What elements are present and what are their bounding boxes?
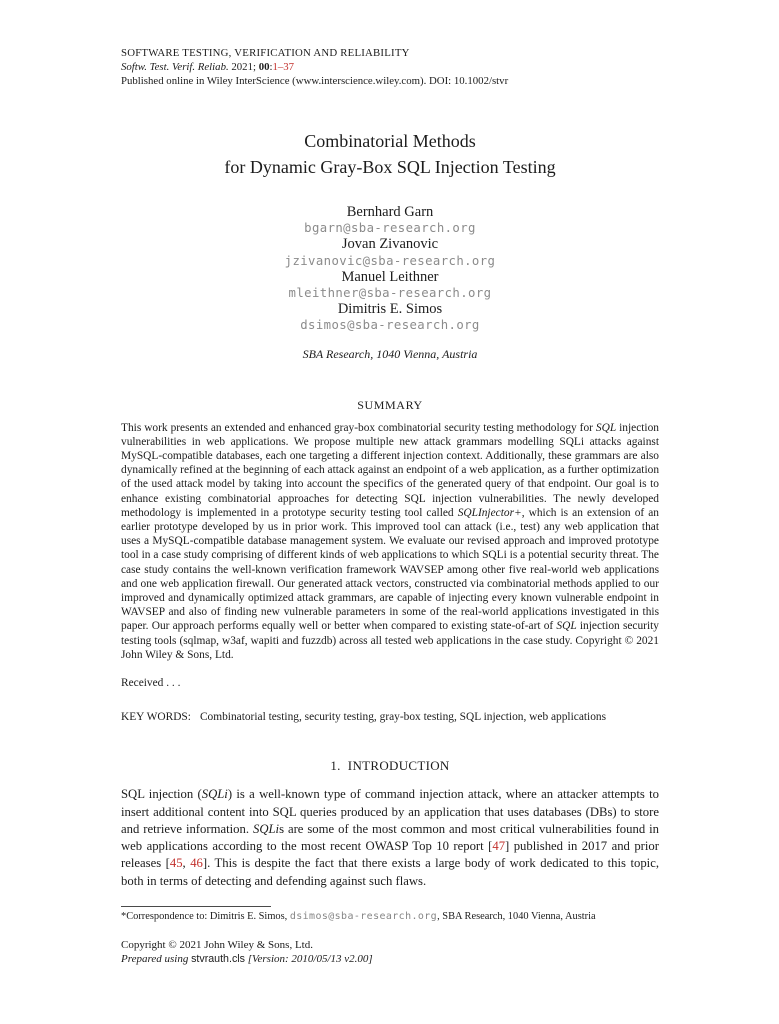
prepared-using-line [121, 952, 659, 966]
author-email: jzivanovic@sba-research.org [284, 253, 496, 268]
section-heading-introduction: 1. INTRODUCTION [330, 758, 450, 774]
text-segment: SQLInjector+ [457, 506, 522, 519]
correspondence-footnote [121, 906, 659, 923]
author-entry [121, 204, 659, 236]
author-email: mleithner@sba-research.org [288, 286, 492, 301]
citation-link[interactable]: 47 [492, 839, 506, 854]
paper-title-line1: Combinatorial Methods [304, 131, 476, 151]
text-segment: 00 [258, 61, 270, 73]
text-segment: [Version: 2010/05/13 v2.00] [244, 952, 373, 965]
author-email: dsimos@sba-research.org [300, 318, 480, 333]
text-segment: dsimos@sba-research.org [289, 910, 438, 922]
text-segment: ] published in 2017 and prior releases [ [121, 839, 659, 871]
author-name: Jovan Zivanovic [341, 236, 439, 253]
introduction-paragraph [121, 786, 659, 889]
text-segment: SQL [556, 620, 577, 633]
author-email: bgarn@sba-research.org [304, 221, 476, 236]
text-segment: SQLi [201, 787, 228, 802]
citation-link[interactable]: 46 [190, 856, 203, 871]
journal-citation-line [121, 60, 659, 74]
text-segment: ) is a well-known type of command injection attack, where an attacker attempts to insert additional content into SQL queries produced by an application that uses databases (DBs) to store and retrieve information. [121, 787, 659, 836]
text-segment: Prepared using [121, 952, 192, 965]
author-entry [121, 301, 659, 333]
author-list [121, 204, 659, 334]
text-segment: ]. This is despite the fact that there exists a large body of work dedicated to this topic, both in terms of detecting and defending against such flaws. [121, 856, 659, 888]
correspondence-text [121, 910, 659, 923]
text-segment: Softw. Test. Verif. Reliab. [121, 61, 229, 73]
copyright-line: Copyright © 2021 John Wiley & Sons, Ltd. [121, 938, 313, 951]
text-segment: SQLi [252, 821, 280, 836]
text-segment: , [182, 856, 191, 871]
summary-heading: SUMMARY [357, 397, 423, 412]
paper-title [121, 128, 659, 180]
published-online-line: Published online in Wiley InterScience (www.interscience.wiley.com). DOI: 10.1002/stvr [121, 75, 509, 87]
affiliation: SBA Research, 1040 Vienna, Austria [302, 346, 478, 361]
text-segment: , which is an extension of an earlier prototype developed by us in prior work. This improved tool can attack (i.e., test) any web application that uses a MySQL-compatible database management system. We evaluate our revised approach and improved prototype tool in a case study comprising of different kinds of web applications to which SQLi is a potential security threat. The case study contains the well-known verification framework WAVSEP among other five real-world web applications and one web application firewall. Our generated attack vectors, constructed via combinatorial methods applied to our improved and dynamically optimized attack grammars, are capable of injecting every known vulnerable endpoint in WAVSEP and also of finding new vulnerable parameters in some of the real-world applications investigated in this paper. Our approach performs equally well or better when compared to existing state-of-art of [121, 506, 659, 633]
keywords-label: KEY WORDS: [121, 711, 191, 724]
text-segment: *Correspondence to: Dimitris E. Simos, [121, 910, 290, 922]
text-segment: injection security testing tools (sqlmap, w3af, wapiti and fuzzdb) across all tested web applications in the case study. Copyright © 2021 John Wiley & Sons, Ltd. [121, 620, 660, 661]
text-segment: SQL injection ( [121, 787, 202, 802]
text-segment: injection vulnerabilities in web applications. We propose multiple new attack grammars modelling SQLi attacks against MySQL-compatible databases, each one targeting a different injection context. Additionally, these grammars are also dynamically refined at the beginning of each attack against an endpoint of a web application, as a further optimization of the used attack model by taking into account the specifics of the generated query of that endpoint. Our goal is to enhance existing combinatorial approaches for detecting SQL injection vulnerabilities. The newly developed methodology is implemented in a prototype security testing tool called [121, 421, 660, 519]
text-segment: s are some of the most common and most critical vulnerabilities found in web applications according to the most recent OWASP Top 10 report [ [121, 821, 659, 854]
text-segment: : [269, 61, 273, 73]
author-entry [121, 236, 659, 268]
author-name: Dimitris E. Simos [337, 301, 443, 318]
author-name: Manuel Leithner [341, 268, 439, 285]
text-segment: This work presents an extended and enhanced gray-box combinatorial security testing methodology for [121, 421, 596, 434]
journal-name: SOFTWARE TESTING, VERIFICATION AND RELIABILITY [121, 47, 410, 59]
summary-paragraph [121, 421, 659, 662]
citation-link[interactable]: 1–37 [272, 61, 295, 73]
author-entry [121, 269, 659, 301]
keywords-line [121, 710, 659, 724]
author-name: Bernhard Garn [346, 204, 434, 220]
keywords-text: Combinatorial testing, security testing, gray-box testing, SQL injection, web applications [199, 711, 607, 724]
citation-link[interactable]: 45 [169, 856, 183, 871]
text-segment: , SBA Research, 1040 Vienna, Austria [437, 910, 596, 922]
journal-header [121, 46, 659, 88]
text-segment: SQL [595, 421, 617, 434]
footnote-rule [121, 906, 271, 907]
paper-title-line2: for Dynamic Gray-Box SQL Injection Testing [224, 157, 556, 177]
text-segment: stvrauth.cls [191, 952, 245, 965]
received-note: Received . . . [121, 677, 181, 690]
text-segment: 2021; [228, 61, 259, 73]
